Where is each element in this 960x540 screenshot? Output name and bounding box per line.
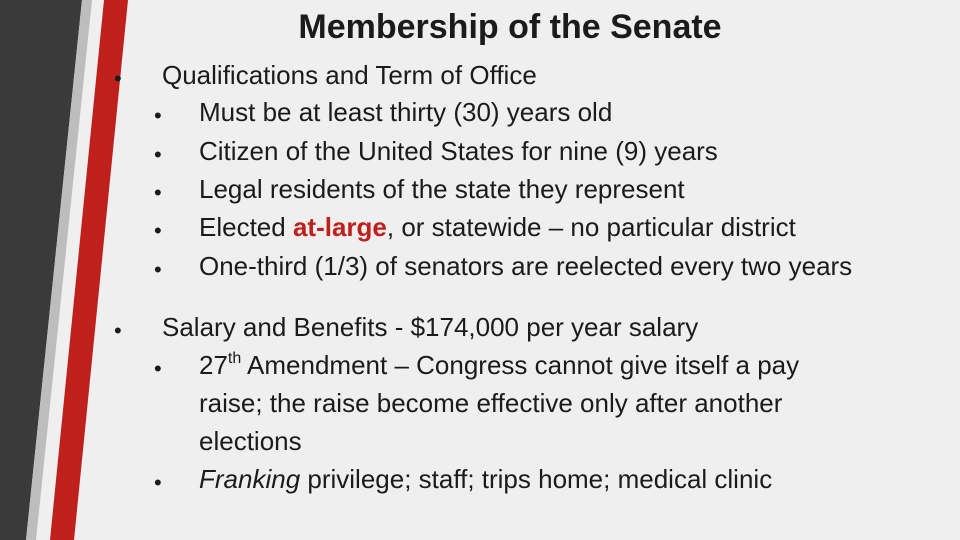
- bullet-item-residency: •: [154, 180, 162, 205]
- bullet-item-age: •: [154, 103, 162, 128]
- slide-title: Membership of the Senate: [298, 8, 722, 46]
- bullet-section-2: •: [114, 318, 122, 343]
- franking-rest: privilege; staff; trips home; medical clinic: [300, 464, 773, 494]
- item-age-requirement: Must be at least thirty (30) years old: [199, 97, 613, 127]
- item-citizenship-requirement: Citizen of the United States for nine (9) years: [199, 136, 718, 166]
- bullet-item-at-large: •: [154, 218, 162, 243]
- item-27th-amendment-line-2: raise; the raise become effective only after another: [199, 388, 783, 418]
- bullet-item-27th-amendment: •: [154, 356, 162, 381]
- section-heading-salary: Salary and Benefits - $174,000 per year salary: [162, 312, 699, 342]
- item-elected-at-large: [199, 208, 796, 246]
- amendment-line-1-rest: Amendment – Congress cannot give itself a pay: [241, 350, 800, 380]
- bullet-item-citizenship: •: [154, 142, 162, 167]
- item-27th-amendment-line-1: [199, 346, 799, 384]
- item-27th-amendment-line-3: elections: [199, 426, 302, 456]
- item-franking-privilege: [199, 460, 772, 498]
- section-heading-qualifications: Qualifications and Term of Office: [162, 60, 537, 90]
- item-residency-requirement: Legal residents of the state they represent: [199, 174, 685, 204]
- amendment-ordinal-suffix: th: [227, 350, 242, 367]
- franking-emphasis: Franking: [199, 464, 301, 494]
- bullet-section-1: •: [114, 66, 122, 91]
- item-at-large-suffix: , or statewide – no particular district: [386, 212, 796, 242]
- item-at-large-prefix: Elected: [199, 212, 293, 242]
- bullet-item-franking: •: [154, 470, 162, 495]
- item-one-third-reelected: One-third (1/3) of senators are reelected every two years: [199, 251, 853, 281]
- item-at-large-highlight: at-large: [292, 212, 387, 242]
- bullet-item-one-third: •: [154, 257, 162, 282]
- amendment-number: 27: [199, 350, 228, 380]
